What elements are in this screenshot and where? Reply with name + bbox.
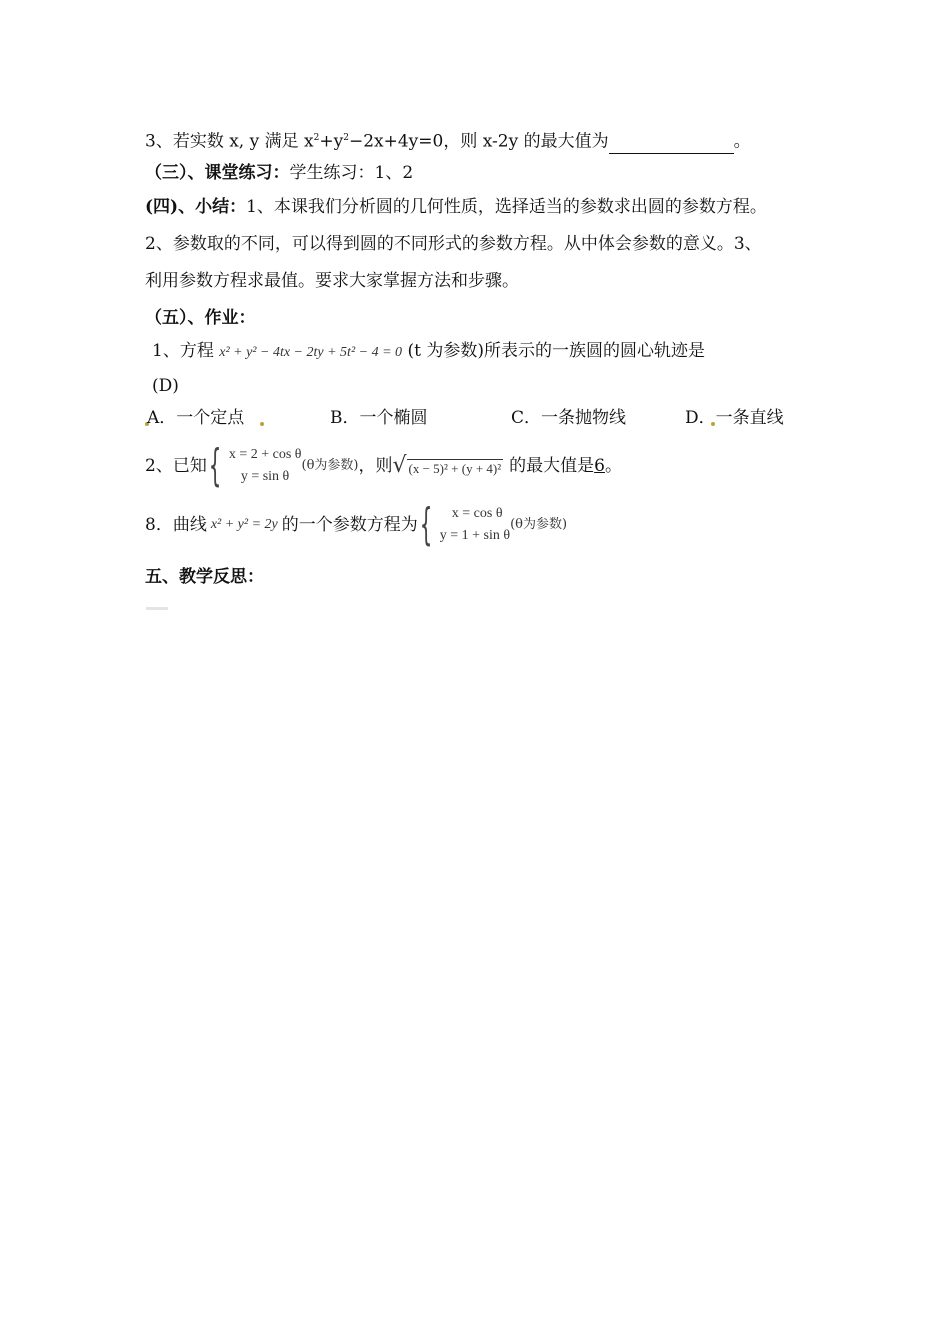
section-4-label: (四)、小结： <box>145 197 247 217</box>
question-3 <box>145 126 751 154</box>
answer-blank[interactable] <box>609 135 734 154</box>
section-4-line-2 <box>145 232 762 256</box>
question-3-text-b: +y <box>319 131 344 152</box>
param-note: (θ为参数) <box>301 458 359 473</box>
faint-mark <box>146 607 168 610</box>
superscript: 2 <box>343 133 349 143</box>
homework-1-suffix: (t 为参数)所表示的一族圆的圆心轨迹是 <box>407 341 705 361</box>
option-d: D．一条直线 <box>685 408 784 428</box>
homework-8 <box>145 499 568 550</box>
radicand: (x − 5)² + (y + 4)² <box>408 461 502 476</box>
option-a: A．一个定点 <box>147 408 245 428</box>
question-3-text-a: 3、若实数 x, y 满足 x <box>145 131 314 152</box>
brace-icon: { <box>208 440 222 491</box>
section-4-line-1 <box>145 195 767 219</box>
equation-system <box>418 499 511 550</box>
homework-2 <box>145 440 622 491</box>
sqrt-expression <box>392 454 503 478</box>
homework-2-answer: 6 <box>594 456 605 476</box>
section-5-label: （五）、作业： <box>145 308 256 328</box>
section-3-text: 学生练习：1、2 <box>289 163 414 183</box>
section-4-text-1: 1、本课我们分析圆的几何性质，选择适当的参数求出圆的参数方程。 <box>246 197 767 217</box>
system-eq-1: x = 2 + cos θ <box>228 447 302 462</box>
section-4-text-2: 2、参数取的不同，可以得到圆的不同形式的参数方程。从中体会参数的意义。3、 <box>145 234 762 254</box>
brace-icon: { <box>419 499 433 550</box>
sqrt-icon: √ <box>392 453 407 478</box>
section-4-line-3 <box>145 269 519 293</box>
homework-8-mid: 的一个参数方程为 <box>281 515 418 535</box>
question-3-end: 。 <box>733 131 751 152</box>
homework-8-equation: x² + y² = 2y <box>210 517 278 532</box>
option-b: B．一个椭圆 <box>330 408 428 428</box>
equation-system <box>207 440 302 491</box>
homework-2-mid: ，则 <box>358 456 393 476</box>
section-3-label: （三）、课堂练习： <box>145 163 290 183</box>
homework-1-prefix: 1、方程 <box>152 341 214 361</box>
section-reflection <box>145 565 264 589</box>
section-5 <box>145 306 256 330</box>
homework-1-answer <box>152 374 179 398</box>
option-c: C．一条抛物线 <box>511 408 627 428</box>
section-3 <box>145 161 413 185</box>
system-eq-2: y = 1 + sin θ <box>439 528 511 543</box>
param-note: (θ为参数) <box>510 517 568 532</box>
section-reflection-label: 五、教学反思： <box>145 567 264 587</box>
homework-1-answer-text: (D) <box>152 376 179 396</box>
homework-2-end: 。 <box>604 456 622 476</box>
section-4-text-3: 利用参数方程求最值。要求大家掌握方法和步骤。 <box>145 271 519 291</box>
homework-1 <box>152 339 705 365</box>
homework-2-suffix: 的最大值是 <box>509 456 595 476</box>
homework-1-equation: x² + y² − 4tx − 2ty + 5t² − 4 = 0 <box>219 345 403 360</box>
homework-2-prefix: 2、已知 <box>145 456 207 476</box>
superscript: 2 <box>313 133 320 143</box>
mark-dot <box>260 422 264 426</box>
system-eq-2: y = sin θ <box>240 469 290 484</box>
system-eq-1: x = cos θ <box>451 506 503 521</box>
homework-8-prefix: 8．曲线 <box>145 515 207 535</box>
question-3-text-c: −2x+4y=0，则 x-2y 的最大值为 <box>348 131 609 152</box>
